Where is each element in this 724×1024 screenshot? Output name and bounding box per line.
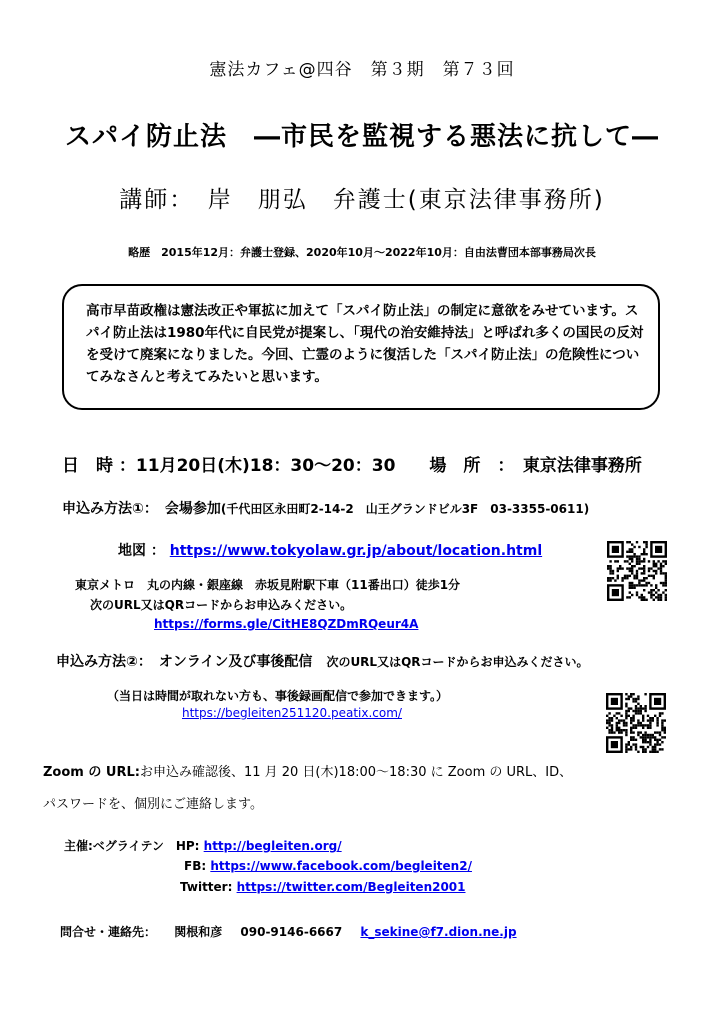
fb-line [184, 859, 472, 873]
access-info: 東京メトロ 丸の内線・銀座線 赤坂見附駅下車（11番出口）徒歩1分 [75, 578, 461, 592]
host-line [64, 837, 342, 854]
contact-phone: 090-9146-6667 [240, 925, 343, 939]
fb-label: FB: [184, 859, 211, 873]
zoom-text: お申込み確認後、11 月 20 日(木)18:00～18:30 に Zoom の URL、ID、 [139, 765, 573, 780]
map-line [118, 540, 542, 560]
zoom-label: Zoom の URL: [43, 765, 140, 780]
qr-code-1 [607, 541, 667, 601]
twitter-label: Twitter: [180, 880, 237, 894]
qr-code-2 [606, 693, 666, 753]
zoom-line-1 [43, 761, 572, 780]
event-datetime-place: 日 時 ：11月20日(木)18：30～20：30 場 所 ： 東京法律事務所 [62, 456, 642, 476]
method1-line [62, 498, 589, 518]
method1-apply-note: 次のURL又はQRコードからお申込みください。 [90, 598, 353, 612]
map-link[interactable]: https://www.tokyolaw.gr.jp/about/location.html [169, 543, 543, 559]
intro-box [62, 284, 660, 410]
method2-apply-note: 次のURL又はQRコードからお申込みください。 [326, 655, 589, 669]
method2-note: （当日は時間が取れない方も、事後録画配信で参加できます。） [107, 689, 449, 703]
lecturer-line: 講師： 岸 朋弘 弁護士(東京法律事務所) [119, 187, 605, 213]
contact-label: 問合せ・連絡先： [60, 925, 157, 939]
contact-line [60, 923, 517, 940]
fb-link[interactable]: https://www.facebook.com/begleiten2/ [210, 859, 472, 873]
method1-label: 申込み方法①： 会場参加 [62, 501, 221, 517]
twitter-line [180, 880, 466, 894]
map-label: 地図 ： [118, 543, 165, 559]
lecturer-bio: 略歴 2015年12月：弁護士登録、2020年10月～2022年10月：自由法曹団本部事務局次長 [128, 246, 596, 259]
page-title: スパイ防止法 ―市民を監視する悪法に抗して― [64, 122, 659, 152]
hp-link[interactable]: http://begleiten.org/ [203, 839, 342, 853]
method2-line [56, 651, 589, 671]
method2-label: 申込み方法②： オンライン及び事後配信 [56, 654, 313, 670]
series-label: 憲法カフェ@四谷 第３期 第７３回 [209, 60, 515, 80]
contact-name: 関根和彦 [174, 925, 223, 939]
form-link[interactable]: https://forms.gle/CitHE8QZDmRQeur4A [154, 617, 419, 631]
method1-address: (千代田区永田町2-14-2 山王グランドビル3F 03-3355-0611) [220, 502, 590, 516]
intro-text: 高市早苗政権は憲法改正や軍拡に加えて「スパイ防止法」の制定に意欲をみせています。スパイ防止法は1980年代に自民党が提案し、「現代の治安維持法」と呼ばれ多くの国民の反対を受けて廃案になりました。今回、亡霊のように復活した「スパイ防止法」の危険性についてみなさんと考えてみたいと思います。 [86, 303, 644, 385]
host-label: 主催:ベグライテン HP: [64, 839, 204, 853]
zoom-line-2: パスワードを、個別にご連絡します。 [43, 797, 263, 812]
peatix-link[interactable]: https://begleiten251120.peatix.com/ [182, 706, 402, 720]
contact-email[interactable]: k_sekine@f7.dion.ne.jp [360, 925, 517, 939]
twitter-link[interactable]: https://twitter.com/Begleiten2001 [236, 880, 466, 894]
